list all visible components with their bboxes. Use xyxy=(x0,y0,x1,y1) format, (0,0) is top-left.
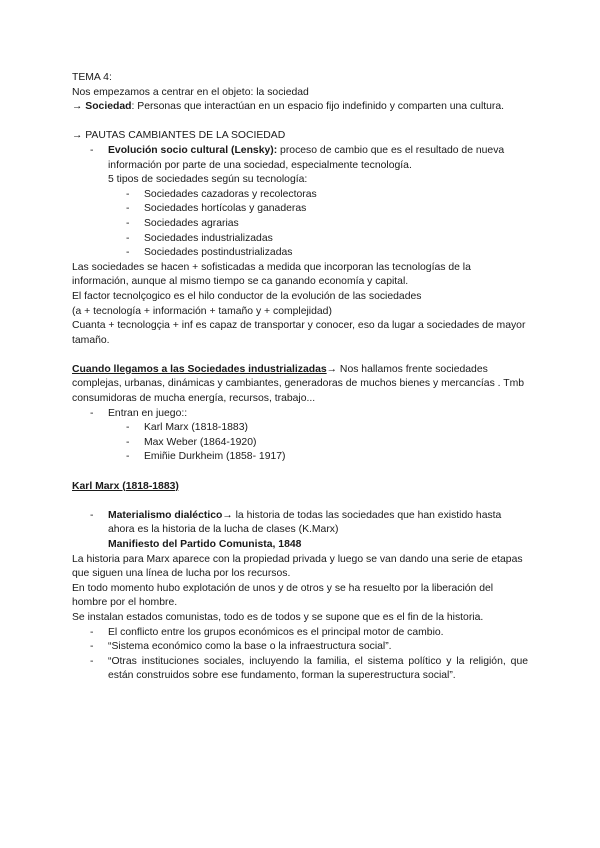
list-item-tipo xyxy=(72,246,528,261)
pautas-title: → PAUTAS CAMBIANTES DE LA SOCIEDAD xyxy=(72,130,286,142)
entran-text: Entran en juego:: xyxy=(108,407,188,419)
industrial-heading: Cuando llegamos a las Sociedades industrializadas xyxy=(72,363,327,375)
bullet-dash: - xyxy=(90,655,94,667)
bullet-dash: - xyxy=(126,422,130,434)
bullet-dash: - xyxy=(126,232,130,244)
list-item-autor xyxy=(72,436,528,451)
tipo-text: Sociedades postindustrializadas xyxy=(144,247,293,259)
evolucion-term: Evolución socio cultural (Lensky): xyxy=(108,144,278,156)
tema-label: TEMA 4: xyxy=(72,72,112,83)
marx-bullet-text: “Otras instituciones sociales, incluyendo la familia, el sistema político y la religión, que están construidos sobre ese fundamento, forman la superestructura social”. xyxy=(108,655,528,682)
list-item-materialismo xyxy=(72,509,528,553)
pautas-paragraph: (a + tecnología + información + tamaño y + complejidad) xyxy=(72,305,332,317)
marx-paragraph: En todo momento hubo explotación de unos y de otros y se ha resuelto por la liberación del hombre por el hombre. xyxy=(72,582,494,609)
bullet-dash: - xyxy=(90,509,94,521)
bullet-dash: - xyxy=(90,626,94,638)
evolucion-text: proceso de cambio que es el resultado de nueva información por parte de una sociedad, especialmente tecnología. xyxy=(108,144,505,171)
intro-line: Nos empezamos a centrar en el objeto: la sociedad xyxy=(72,86,309,98)
list-item-marx xyxy=(72,655,528,684)
marx-heading-text: Karl Marx (1818-1883) xyxy=(72,480,179,492)
list-item-autor xyxy=(72,421,528,436)
list-item-marx xyxy=(72,626,528,641)
pautas-paragraph: Cuanta + tecnologçia + inf es capaz de transportar y conocer, eso da lugar a sociedades de mayor tamaño. xyxy=(72,320,526,346)
bullet-dash: - xyxy=(126,451,130,463)
marx-bullet-text: El conflicto entre los grupos económicos es el principal motor de cambio. xyxy=(108,626,444,638)
materialismo-text: → la historia de todas las sociedades que han existido hasta ahora es la historia de la lucha de clases (K.Marx) xyxy=(108,509,502,536)
pautas-paragraph: El factor tecnolçogico es el hilo conductor de la evolución de las sociedades xyxy=(72,290,422,302)
list-item-entran xyxy=(72,407,528,422)
bullet-dash: - xyxy=(126,217,130,229)
bullet-dash: - xyxy=(90,641,94,653)
industrial-text: → Nos hallamos frente sociedades complejas, urbanas, dinámicas y cambiantes, generadoras de muchos bienes y mercancías . Tmb consumidoras de mucha energía, recursos, trabajo... xyxy=(72,363,525,405)
arrow: → xyxy=(72,101,86,113)
list-item-tipo xyxy=(72,202,528,217)
document-page xyxy=(72,71,528,684)
tipo-text: Sociedades cazadoras y recolectoras xyxy=(144,188,317,200)
list-item-evolucion xyxy=(72,144,528,173)
marx-bullet-text: “Sistema económico como la base o la infraestructura social”. xyxy=(108,641,392,653)
list-item-tipo xyxy=(72,217,528,232)
sociedad-text: : Personas que interactúan en un espacio fijo indefinido y comparten una cultura. xyxy=(131,101,505,113)
autor-text: Max Weber (1864-1920) xyxy=(144,436,257,448)
tipos-intro: 5 tipos de sociedades según su tecnología: xyxy=(108,174,308,186)
bullet-dash: - xyxy=(90,407,94,419)
pautas-paragraph: Las sociedades se hacen + sofisticadas a medida que incorporan las tecnologías de la información, aunque al mismo tiempo se ca ganando economía y capital. xyxy=(72,261,471,288)
manifiesto-title: Manifiesto del Partido Comunista, 1848 xyxy=(108,539,302,550)
sociedad-term: Sociedad xyxy=(85,101,132,113)
list-item-marx xyxy=(72,640,528,655)
autor-text: Emiñie Durkheim (1858- 1917) xyxy=(144,451,286,463)
bullet-dash: - xyxy=(126,188,130,200)
tipo-text: Sociedades hortícolas y ganaderas xyxy=(144,203,307,215)
list-item-autor xyxy=(72,450,528,465)
tipo-text: Sociedades industrializadas xyxy=(144,232,273,244)
bullet-dash: - xyxy=(126,203,130,215)
bullet-dash: - xyxy=(126,247,130,259)
autor-text: Karl Marx (1818-1883) xyxy=(144,422,248,434)
marx-paragraph: Se instalan estados comunistas, todo es de todos y se supone que es el fin de la historia. xyxy=(72,611,484,623)
bullet-dash: - xyxy=(126,436,130,448)
marx-paragraph: La historia para Marx aparece con la propiedad privada y luego se van dando una serie de etapas que siguen una línea de lucha por los recursos. xyxy=(72,553,523,580)
industrial-paragraph xyxy=(72,363,528,407)
marx-heading xyxy=(72,480,528,495)
tipo-text: Sociedades agrarias xyxy=(144,217,239,229)
materialismo-term: Materialismo dialéctico xyxy=(108,509,223,521)
sociedad-definition xyxy=(72,100,528,115)
list-item-tipo xyxy=(72,232,528,247)
list-item-tipo xyxy=(72,188,528,203)
bullet-dash: - xyxy=(90,144,94,156)
